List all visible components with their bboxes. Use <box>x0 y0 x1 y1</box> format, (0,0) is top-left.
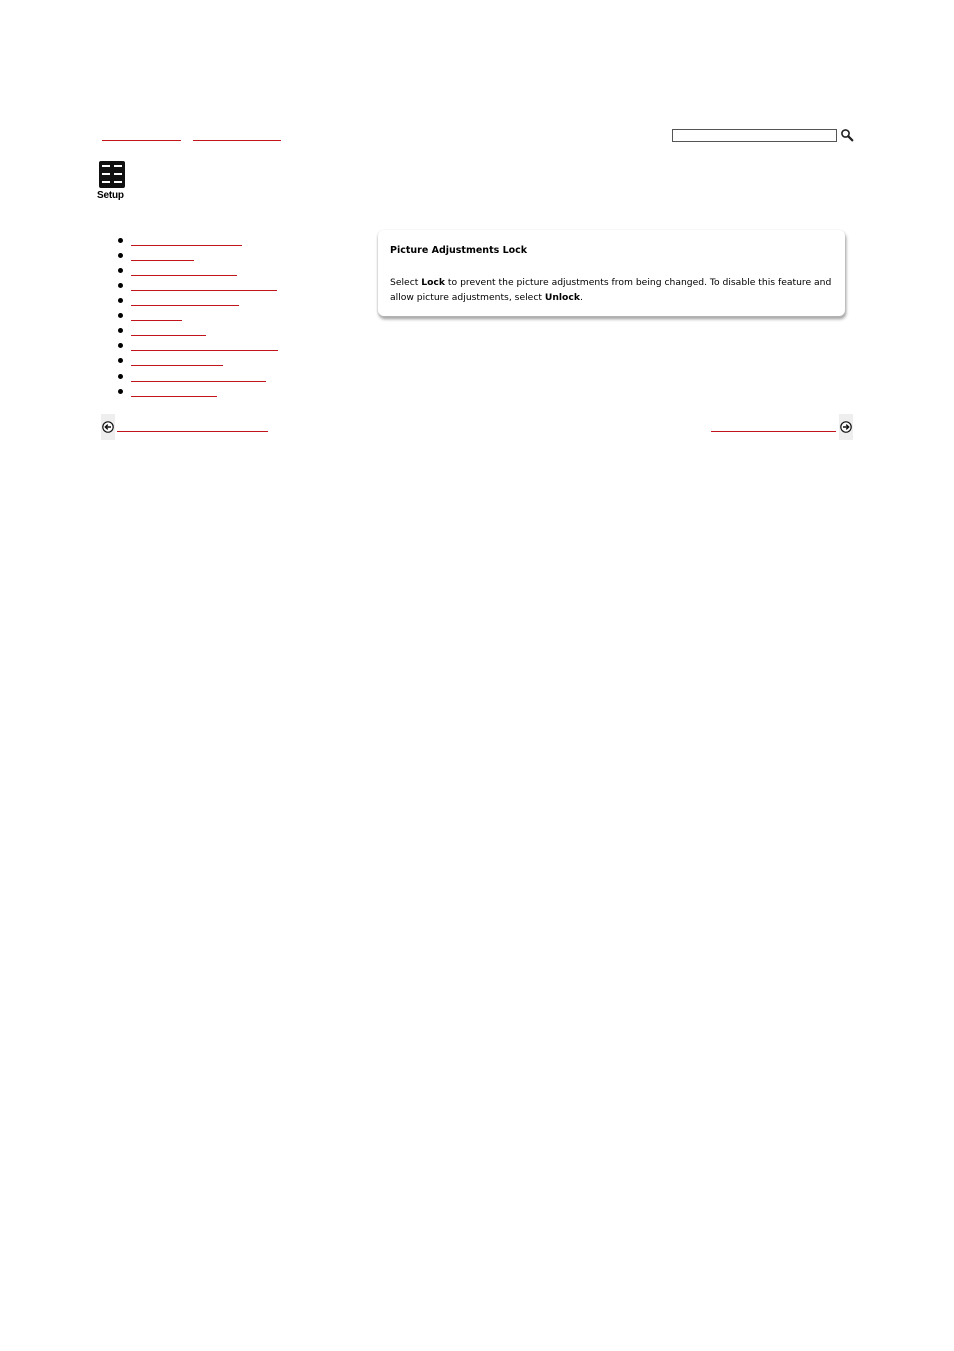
list-bullet <box>118 238 123 243</box>
article-body <box>390 275 840 305</box>
list-bullet <box>118 268 123 273</box>
sidebar-link-7[interactable] <box>131 335 206 336</box>
sidebar-link-2[interactable] <box>131 260 194 261</box>
search-input[interactable] <box>672 129 837 142</box>
sidebar-link-11[interactable] <box>131 396 217 397</box>
previous-page-link[interactable] <box>117 431 268 432</box>
breadcrumb-link-1[interactable] <box>102 140 181 141</box>
list-bullet <box>118 313 123 318</box>
list-bullet <box>118 253 123 258</box>
sidebar-link-9[interactable] <box>131 365 223 366</box>
unlock-term: Unlock <box>544 292 580 303</box>
list-bullet <box>118 283 123 288</box>
arrow-right-circle-icon <box>840 421 852 433</box>
list-bullet <box>118 374 123 379</box>
sidebar-link-5[interactable] <box>131 305 239 306</box>
list-bullet <box>118 298 123 303</box>
list-bullet <box>118 358 123 363</box>
lock-term: Lock <box>421 277 445 288</box>
list-bullet <box>118 328 123 333</box>
breadcrumb-link-2[interactable] <box>193 140 281 141</box>
article-card <box>378 230 845 316</box>
list-bullet <box>118 389 123 394</box>
sidebar-link-8[interactable] <box>131 350 278 351</box>
sidebar-link-3[interactable] <box>131 275 237 276</box>
sidebar-link-6[interactable] <box>131 320 182 321</box>
next-page-link[interactable] <box>711 431 836 432</box>
sidebar-link-1[interactable] <box>131 245 242 246</box>
body-text: Select <box>390 277 422 288</box>
previous-page-button[interactable] <box>101 414 115 440</box>
next-page-button[interactable] <box>839 414 853 440</box>
list-bullet <box>118 343 123 348</box>
magnifier-icon <box>840 128 854 142</box>
body-text: to prevent the picture adjustments from being changed. To disable this feature and allow picture adjustments, select <box>390 277 832 303</box>
section-label: Setup <box>97 190 124 201</box>
setup-icon <box>99 161 125 188</box>
sidebar-link-4[interactable] <box>131 290 277 291</box>
article-title: Picture Adjustments Lock <box>390 245 528 256</box>
arrow-left-circle-icon <box>102 421 114 433</box>
search-button[interactable] <box>840 127 854 141</box>
body-text: . <box>579 292 583 303</box>
sidebar-link-10[interactable] <box>131 381 266 382</box>
